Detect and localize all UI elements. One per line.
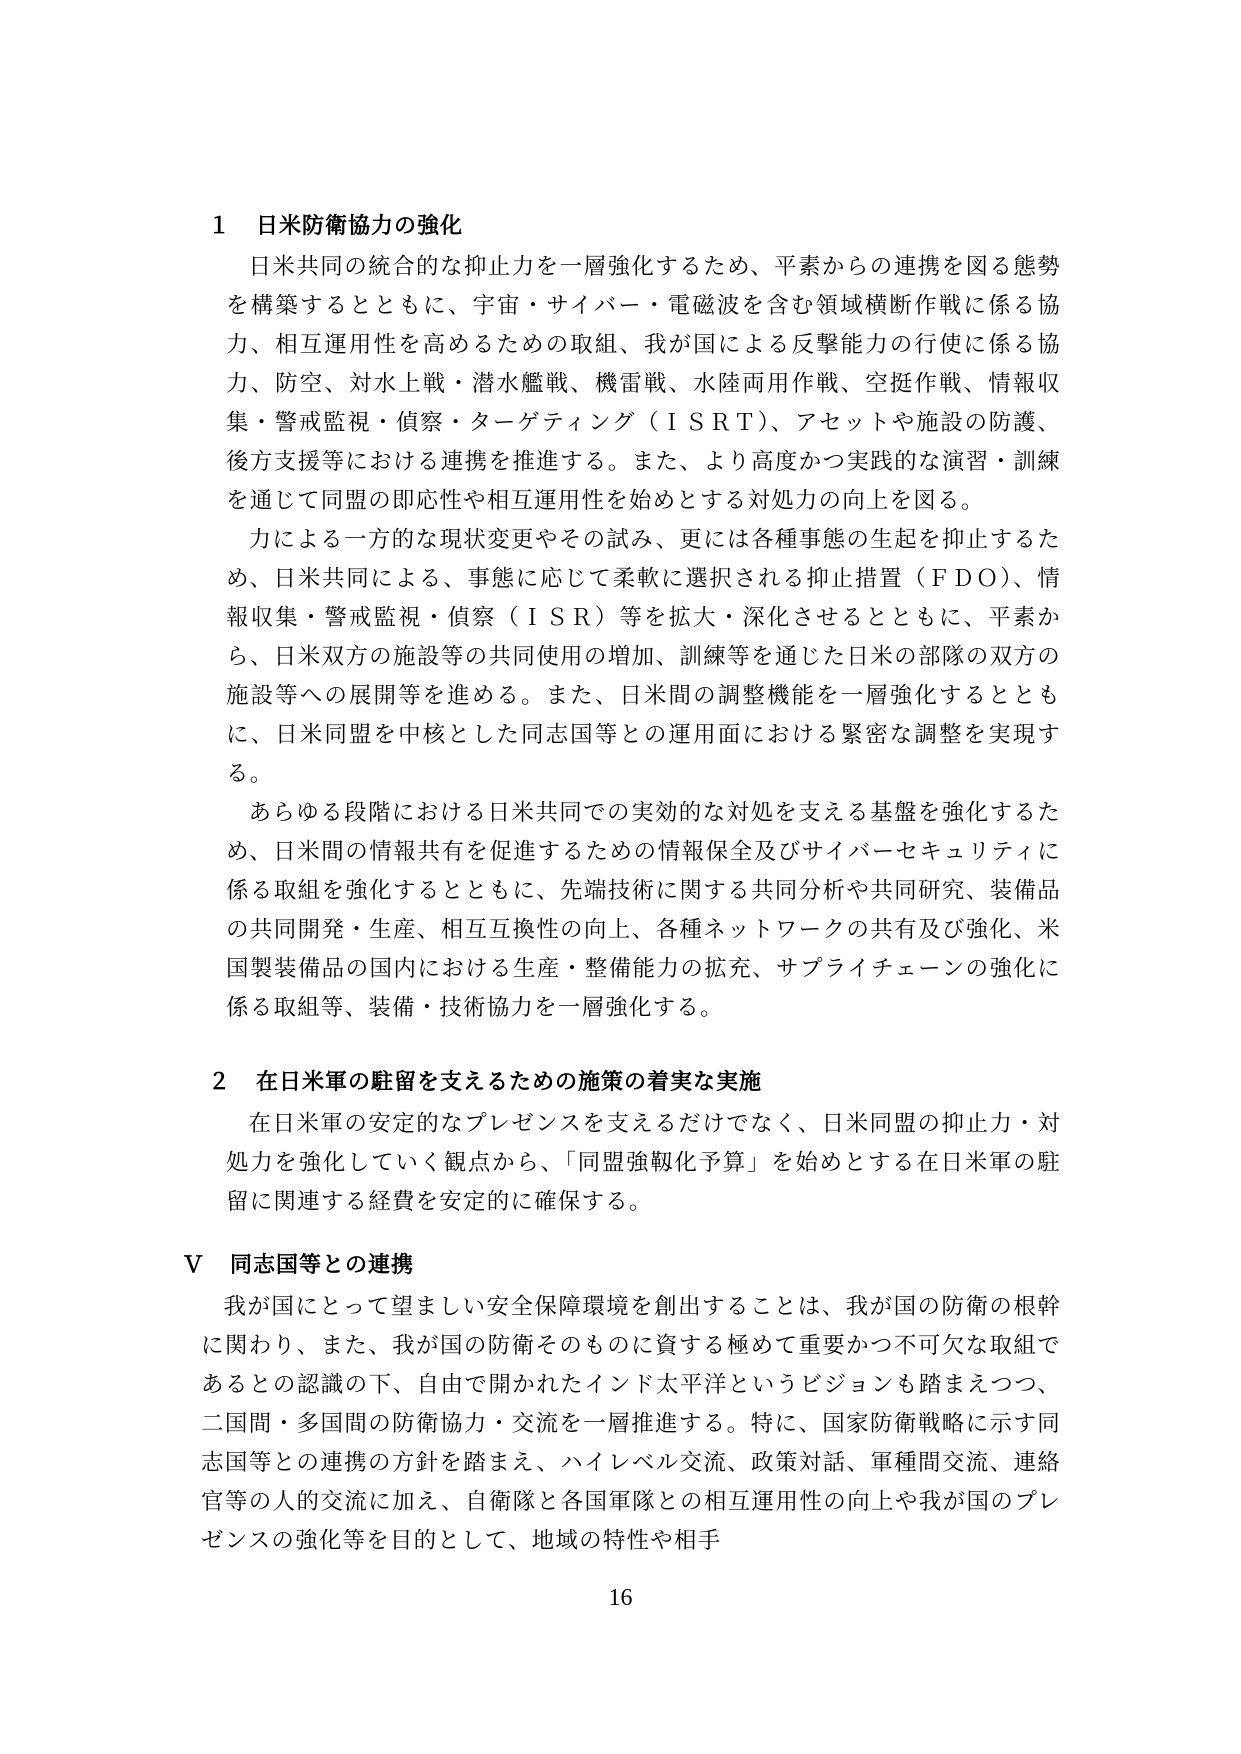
section-2-heading	[208, 1068, 762, 1098]
section-2-number: ２	[208, 1070, 232, 1095]
section-1-paragraph-2: 力による一方的な現状変更やその試み、更には各種事態の生起を抑止するため、日米共同による、事態に応じて柔軟に選択される抑止措置（ＦＤＯ）、情報収集・警戒監視・偵察（ＩＳＲ）等を拡大・深化させるとともに、平素から、日米双方の施設等の共同使用の増加、訓練等を通じた日米の部隊の双方の施設等への展開等を進める。また、日米間の調整機能を一層強化するとともに、日米同盟を中核とした同志国等との運用面における緊密な調整を実現する。	[226, 527, 1061, 787]
section-1-title: 日米防衛協力の強化	[256, 214, 464, 239]
section-1-paragraph-3: あらゆる段階における日米共同での実効的な対処を支える基盤を強化するため、日米間の情報共有を促進するための情報保全及びサイバーセキュリティに係る取組を強化するとともに、先端技術に関する共同分析や共同研究、装備品の共同開発・生産、相互互換性の向上、各種ネットワークの共有及び強化、米国製装備品の国内における生産・整備能力の拡充、サプライチェーンの強化に係る取組等、装備・技術協力を一層強化する。	[226, 800, 1061, 1021]
section-v-paragraph-1: 我が国にとって望ましい安全保障環境を創出することは、我が国の防衛の根幹に関わり、また、我が国の防衛そのものに資する極めて重要かつ不可欠な取組であるとの認識の下、自由で開かれたインド太平洋というビジョンも踏まえつつ、二国間・多国間の防衛協力・交流を一層推進する。特に、国家防衛戦略に示す同志国等との連携の方針を踏まえ、ハイレベル交流、政策対話、軍種間交流、連絡官等の人的交流に加え、自衛隊と各国軍隊との相互運用性の向上や我が国のプレゼンスの強化等を目的として、地域の特性や相手	[201, 1294, 1061, 1554]
section-v-number: Ｖ	[182, 1253, 206, 1278]
page-number: 16	[608, 1585, 633, 1611]
section-1-paragraph-1: 日米共同の統合的な抑止力を一層強化するため、平素からの連携を図る態勢を構築するとともに、宇宙・サイバー・電磁波を含む領域横断作戦に係る協力、相互運用性を高めるための取組、我が国による反撃能力の行使に係る協力、防空、対水上戦・潜水艦戦、機雷戦、水陸両用作戦、空挺作戦、情報収集・警戒監視・偵察・ターゲティング（ＩＳＲＴ）、アセットや施設の防護、後方支援等における連携を推進する。また、より高度かつ実践的な演習・訓練を通じて同盟の即応性や相互運用性を始めとする対処力の向上を図る。	[226, 254, 1061, 514]
section-v-title: 同志国等との連携	[230, 1253, 415, 1278]
section-v-heading	[182, 1251, 414, 1281]
section-1-number: １	[208, 214, 232, 239]
section-2-paragraph-1: 在日米軍の安定的なプレゼンスを支えるだけでなく、日米同盟の抑止力・対処力を強化していく観点から、「同盟強靱化予算」を始めとする在日米軍の駐留に関連する経費を安定的に確保する。	[226, 1111, 1061, 1215]
section-2-title: 在日米軍の駐留を支えるための施策の着実な実施	[256, 1070, 763, 1095]
section-1-heading	[208, 212, 463, 242]
